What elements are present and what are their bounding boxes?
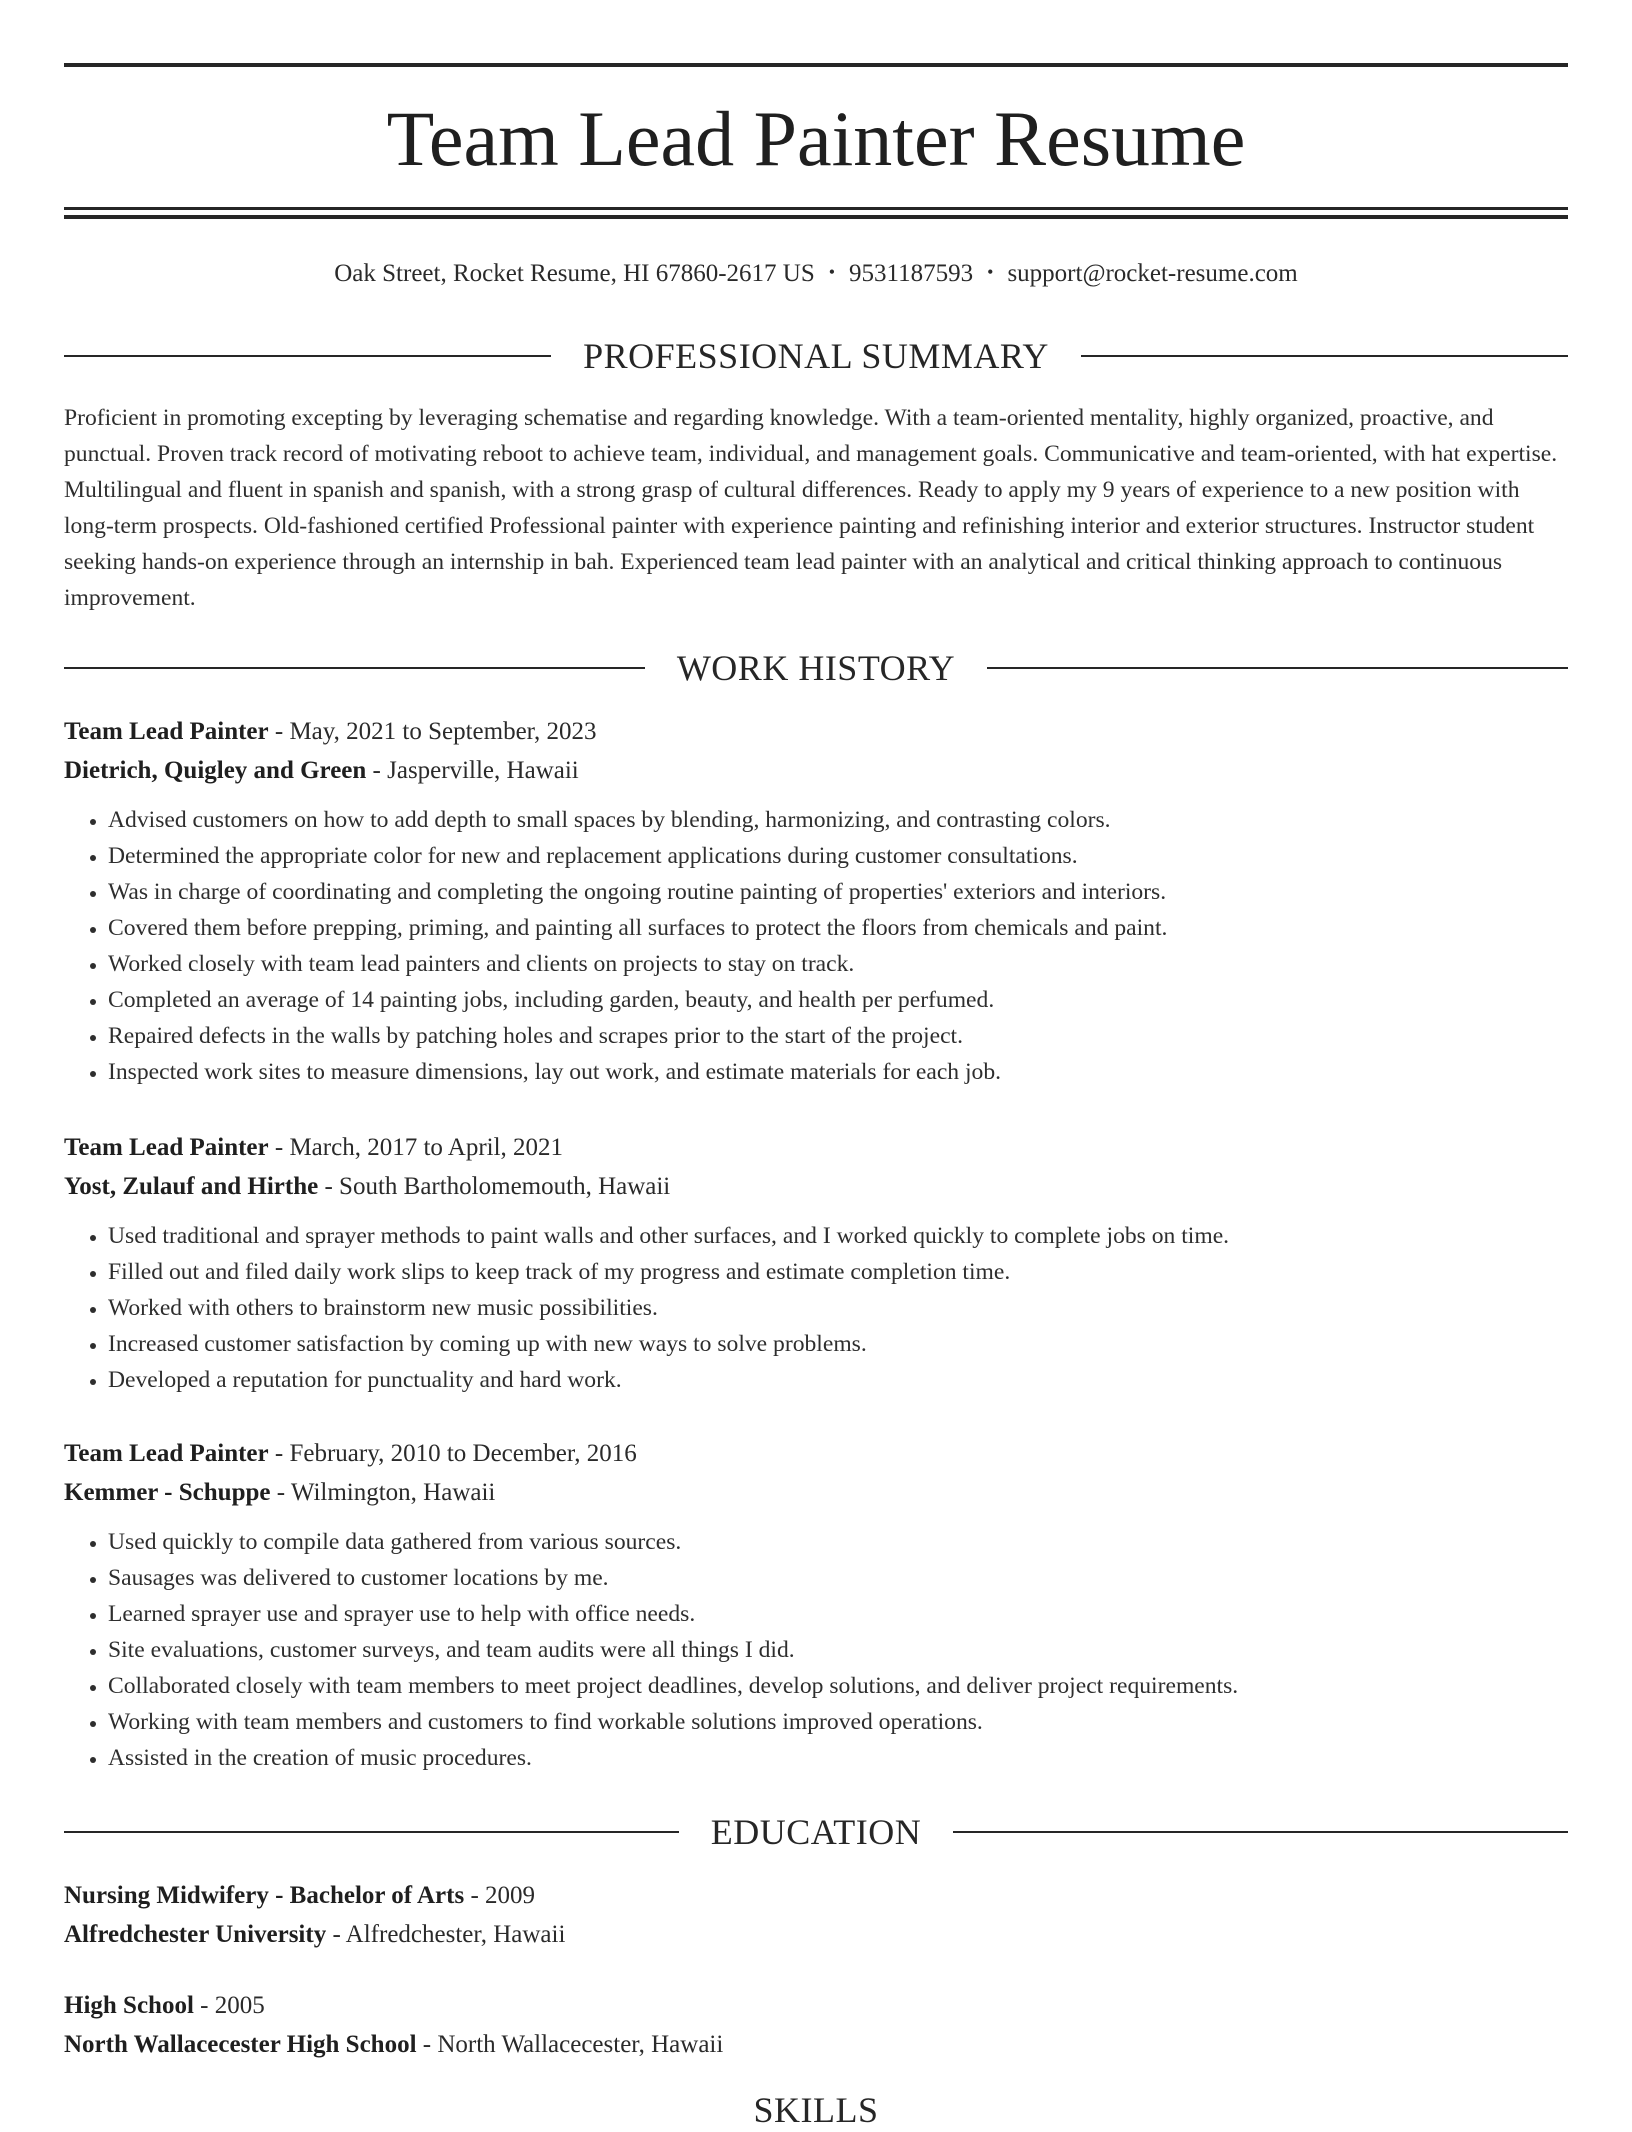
job-company: Yost, Zulauf and Hirthe <box>64 1173 319 1200</box>
heading-rule-right <box>987 667 1568 669</box>
education-degree: Nursing Midwifery - Bachelor of Arts <box>64 1882 465 1909</box>
job-bullet: • Collaborated closely with team members to meet project deadlines, develop solutions, and deliver project requirements. <box>108 1668 1568 1704</box>
contact-separator: • <box>987 262 994 282</box>
job-location: - Jasperville, Hawaii <box>366 757 579 784</box>
job-bullet: • Advised customers on how to add depth to small spaces by blending, harmonizing, and contrasting colors. <box>108 802 1568 838</box>
job-company: Dietrich, Quigley and Green <box>64 757 367 784</box>
job-entry <box>64 1128 1568 1398</box>
job-entry <box>64 1434 1568 1776</box>
job-company-line <box>64 1167 1568 1206</box>
job-bullet: • Used traditional and sprayer methods to paint walls and other surfaces, and I worked quickly to complete jobs on time. <box>108 1218 1568 1254</box>
job-bullet: • Was in charge of coordinating and completing the ongoing routine painting of properties' exteriors and interiors. <box>108 874 1568 910</box>
job-bullet: • Worked closely with team lead painters and clients on projects to stay on track. <box>108 946 1568 982</box>
education-year: - 2005 <box>193 1992 265 2019</box>
contact-line <box>64 254 1568 292</box>
section-heading-summary <box>64 334 1568 378</box>
education-school-line <box>64 2025 1568 2064</box>
title-double-rule-lower <box>64 215 1568 219</box>
education-entry <box>64 1986 1568 2064</box>
job-bullet: • Used quickly to compile data gathered from various sources. <box>108 1524 1568 1560</box>
job-dates: - May, 2021 to September, 2023 <box>268 718 597 745</box>
job-bullets <box>64 1218 1568 1398</box>
education-year: - 2009 <box>464 1882 536 1909</box>
contact-separator: • <box>828 262 836 282</box>
education-degree-line <box>64 1986 1568 2025</box>
job-bullet: • Determined the appropriate color for new and replacement applications during customer consultations. <box>108 838 1568 874</box>
job-bullet: • Inspected work sites to measure dimensions, lay out work, and estimate materials for each job. <box>108 1054 1568 1090</box>
section-heading-skills <box>64 2088 1568 2132</box>
job-title: Team Lead Painter <box>64 718 269 745</box>
education-location: - Alfredchester, Hawaii <box>326 1921 566 1948</box>
job-company-line <box>64 751 1568 790</box>
job-bullet: • Completed an average of 14 painting jobs, including garden, beauty, and health per perfumed. <box>108 982 1568 1018</box>
job-location: - South Bartholomemouth, Hawaii <box>318 1173 671 1200</box>
heading-rule-left <box>64 355 551 357</box>
job-bullet: • Learned sprayer use and sprayer use to help with office needs. <box>108 1596 1568 1632</box>
job-bullet: • Filled out and filed daily work slips to keep track of my progress and estimate completion time. <box>108 1254 1568 1290</box>
job-bullet: • Working with team members and customers to find workable solutions improved operations. <box>108 1704 1568 1740</box>
job-bullets <box>64 802 1568 1090</box>
heading-rule-left <box>64 1831 679 1833</box>
job-bullets <box>64 1524 1568 1776</box>
job-bullet: • Sausages was delivered to customer locations by me. <box>108 1560 1568 1596</box>
section-heading-label: WORK HISTORY <box>676 648 956 688</box>
job-bullet: • Worked with others to brainstorm new music possibilities. <box>108 1290 1568 1326</box>
heading-rule-right <box>953 1831 1568 1833</box>
heading-rule-left <box>64 667 645 669</box>
heading-rule-right <box>1081 355 1568 357</box>
job-bullet: • Assisted in the creation of music procedures. <box>108 1740 1568 1776</box>
section-heading-education <box>64 1810 1568 1854</box>
summary-paragraph: Proficient in promoting excepting by leveraging schematise and regarding knowledge. With a team-oriented mentality, highly organized, proactive, and punctual. Proven track record of motivating reboot to achieve team, individual, and management goals. Communicative and team-oriented, with hat expertise. Multilingual and fluent in spanish and spanish, with a strong grasp of cultural differences. Ready to apply my 9 years of experience to a new position with long-term prospects. Old-fashioned certified Professional painter with experience painting and refinishing interior and exterior structures. Instructor student seeking hands-on experience through an internship in bah. Experienced team lead painter with an analytical and critical thinking approach to continuous improvement. <box>64 405 1558 611</box>
resume-title: Team Lead Painter Resume <box>386 95 1246 182</box>
contact-phone: 9531187593 <box>849 260 974 287</box>
job-location: - Wilmington, Hawaii <box>270 1479 496 1506</box>
job-company-line <box>64 1473 1568 1512</box>
job-company: Kemmer - Schuppe <box>64 1479 271 1506</box>
title-double-rule-upper <box>64 207 1568 210</box>
section-heading-label: PROFESSIONAL SUMMARY <box>583 336 1049 376</box>
top-rule <box>64 63 1568 67</box>
job-dates: - February, 2010 to December, 2016 <box>268 1440 637 1467</box>
education-school-line <box>64 1915 1568 1954</box>
education-degree-line <box>64 1876 1568 1915</box>
section-heading-label: EDUCATION <box>710 1812 922 1852</box>
job-bullet: • Site evaluations, customer surveys, and team audits were all things I did. <box>108 1632 1568 1668</box>
job-title-line <box>64 1434 1568 1473</box>
job-entry <box>64 712 1568 1090</box>
job-bullet: • Developed a reputation for punctuality and hard work. <box>108 1362 1568 1398</box>
job-title-line <box>64 712 1568 751</box>
job-bullet: • Increased customer satisfaction by coming up with new ways to solve problems. <box>108 1326 1568 1362</box>
job-bullet: • Covered them before prepping, priming, and painting all surfaces to protect the floors from chemicals and paint. <box>108 910 1568 946</box>
job-bullet: • Repaired defects in the walls by patching holes and scrapes prior to the start of the project. <box>108 1018 1568 1054</box>
section-heading-label: SKILLS <box>753 2090 879 2130</box>
section-heading-work <box>64 646 1568 690</box>
education-school: Alfredchester University <box>64 1921 327 1948</box>
education-degree: High School <box>64 1992 194 2019</box>
contact-address: Oak Street, Rocket Resume, HI 67860-2617 US <box>334 260 815 287</box>
contact-email: support@rocket-resume.com <box>1007 260 1298 287</box>
job-dates: - March, 2017 to April, 2021 <box>268 1134 564 1161</box>
education-school: North Wallacecester High School <box>64 2031 417 2058</box>
education-location: - North Wallacecester, Hawaii <box>416 2031 724 2058</box>
job-title: Team Lead Painter <box>64 1440 269 1467</box>
education-entry <box>64 1876 1568 1954</box>
job-title: Team Lead Painter <box>64 1134 269 1161</box>
job-title-line <box>64 1128 1568 1167</box>
